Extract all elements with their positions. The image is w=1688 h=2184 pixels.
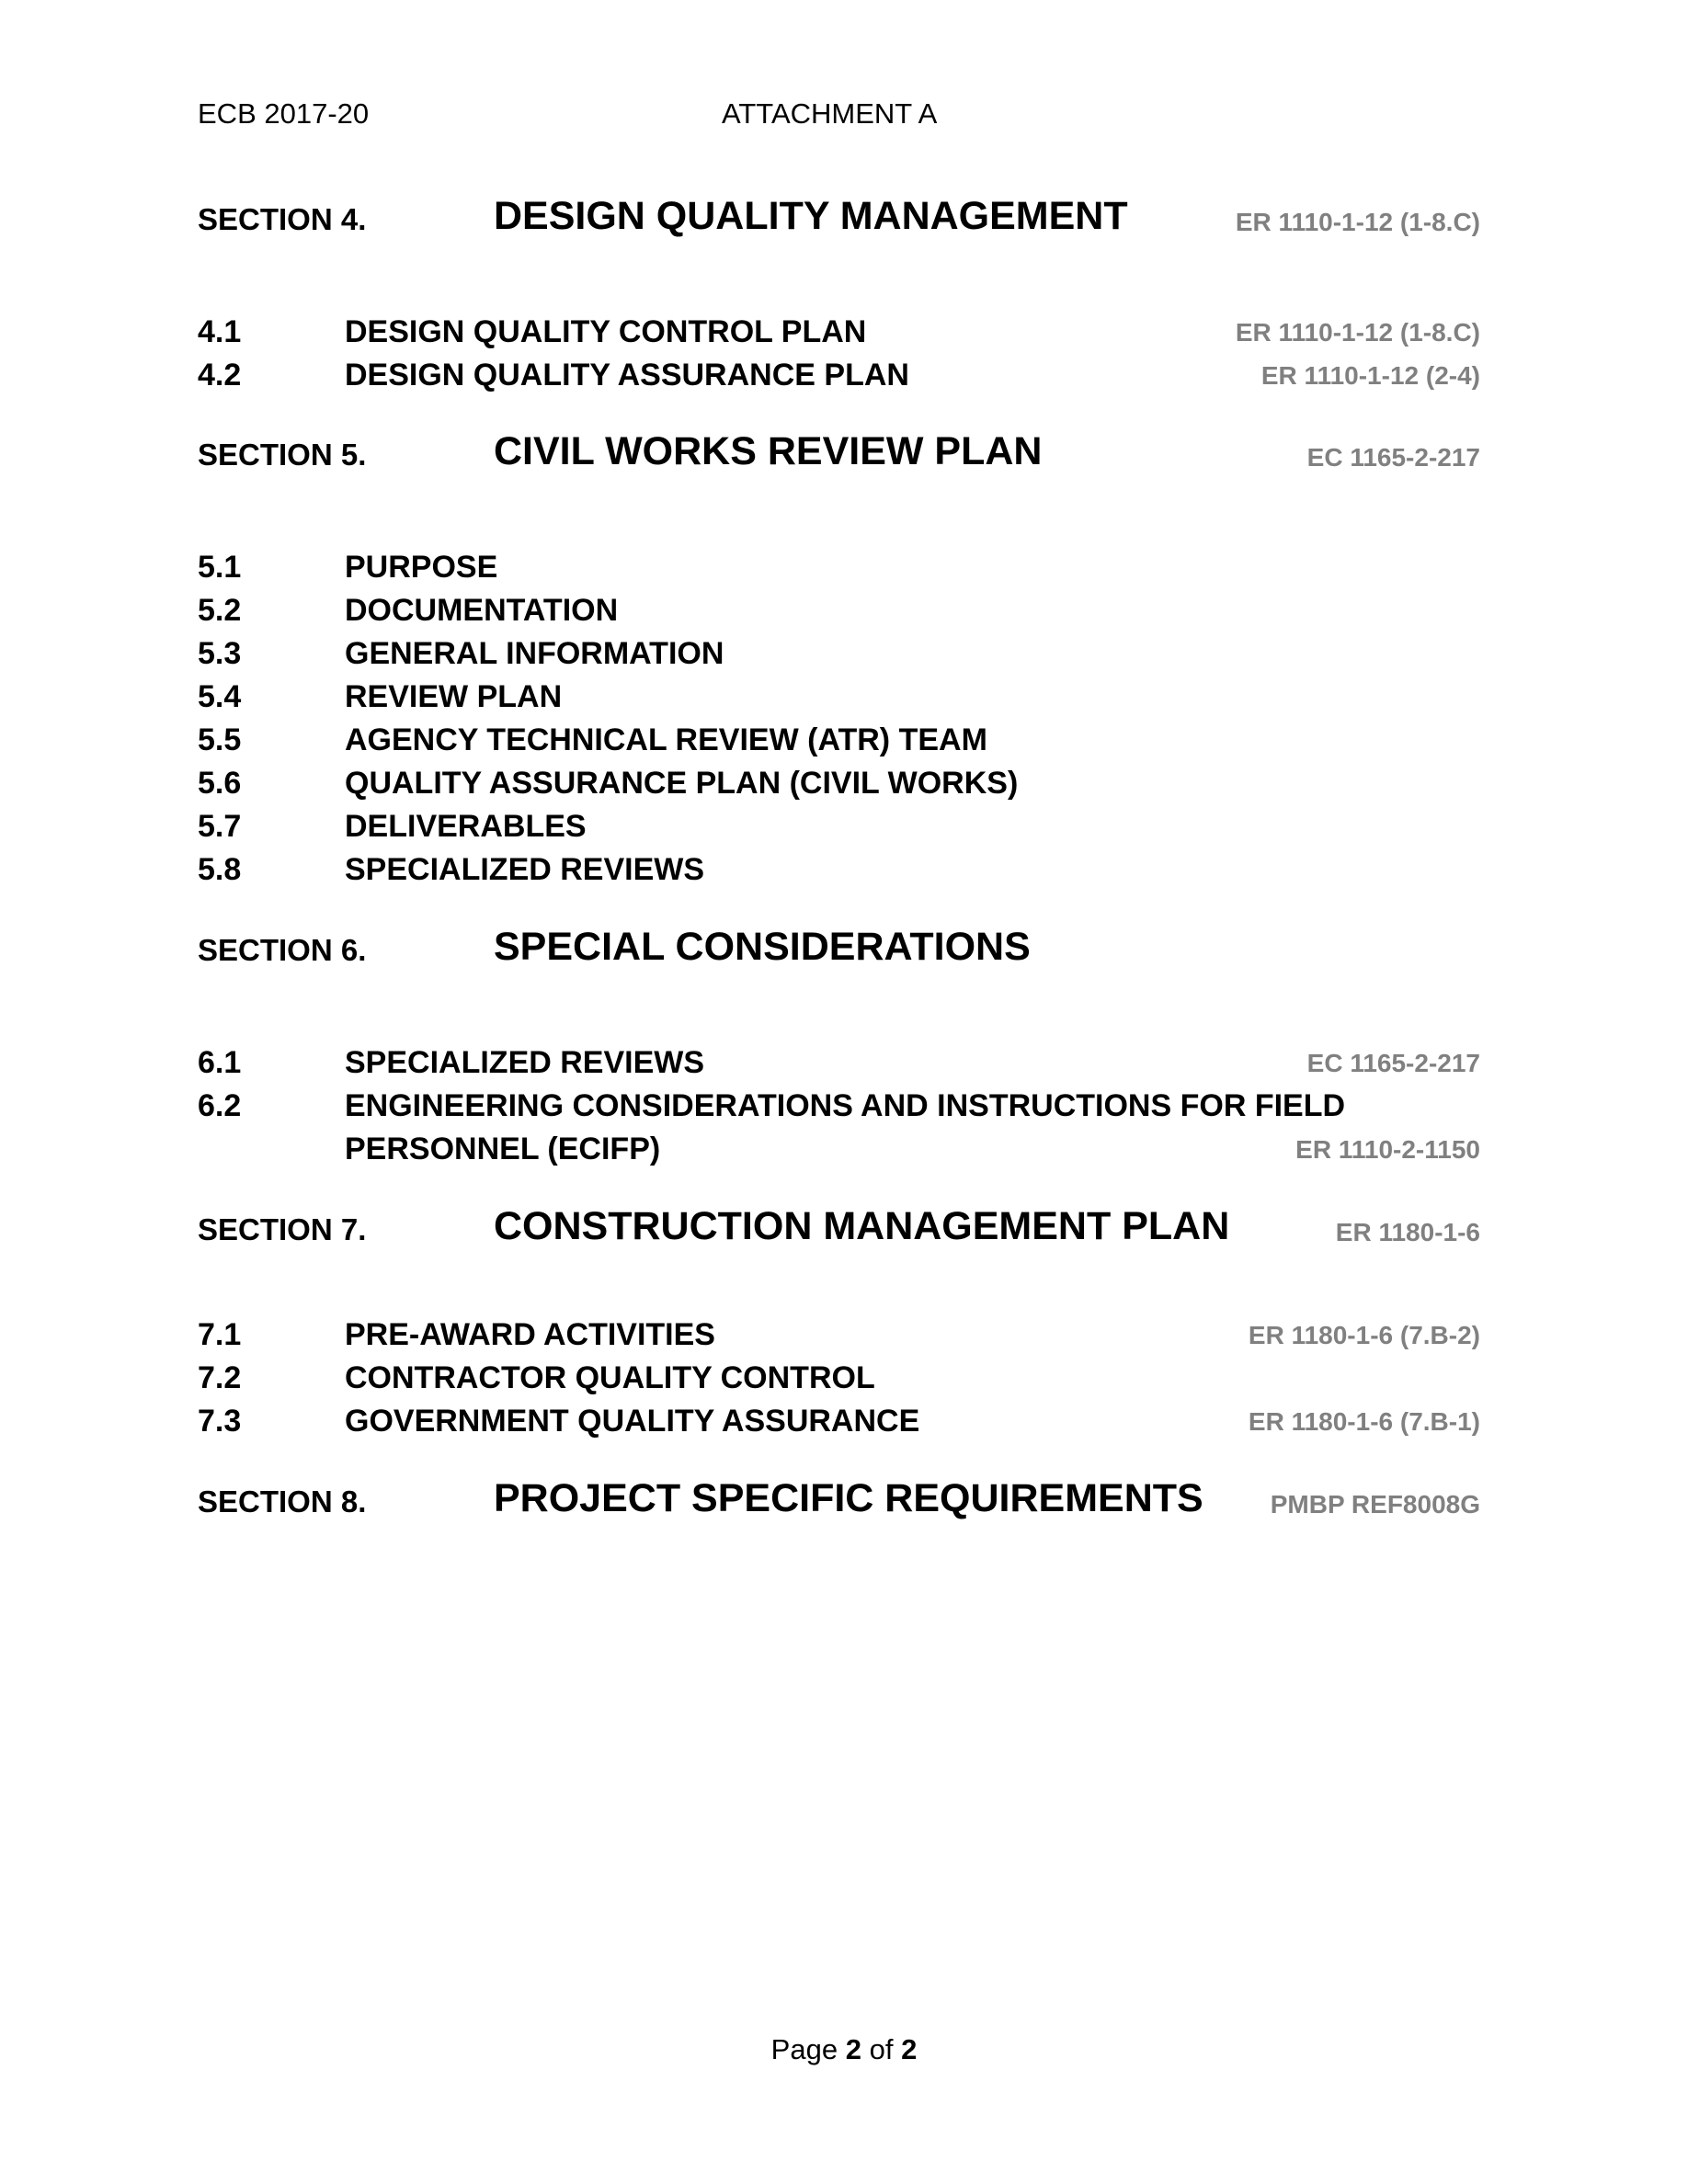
section-reference: PMBP REF8008G — [1270, 1490, 1480, 1519]
section-reference: EC 1165-2-217 — [1306, 443, 1480, 472]
list-item — [198, 1088, 1480, 1173]
item-title: DELIVERABLES — [345, 809, 587, 844]
item-title: DOCUMENTATION — [345, 593, 619, 628]
list-item — [198, 766, 1480, 806]
item-title: GOVERNMENT QUALITY ASSURANCE — [345, 1404, 920, 1439]
item-title: REVIEW PLAN — [345, 679, 563, 714]
item-title: SPECIALIZED REVIEWS — [345, 1045, 705, 1080]
item-number: 5.7 — [198, 809, 242, 844]
item-number: 4.1 — [198, 314, 242, 349]
section-8-heading — [198, 1472, 1480, 1527]
list-item — [198, 1404, 1480, 1444]
section-label: SECTION 6. — [198, 933, 367, 967]
item-number: 5.1 — [198, 550, 242, 585]
page-word: Page — [770, 2033, 838, 2065]
attachment-label: ATTACHMENT A — [722, 97, 938, 130]
section-7-heading — [198, 1200, 1480, 1255]
item-number: 5.5 — [198, 722, 242, 757]
section-title: CIVIL WORKS REVIEW PLAN — [494, 429, 1043, 473]
section-4-heading — [198, 189, 1480, 245]
section-title: DESIGN QUALITY MANAGEMENT — [494, 194, 1128, 238]
document-id: ECB 2017-20 — [198, 97, 370, 130]
section-label: SECTION 8. — [198, 1484, 367, 1519]
item-number: 6.1 — [198, 1045, 242, 1080]
section-5-heading — [198, 425, 1480, 480]
item-title: DESIGN QUALITY CONTROL PLAN — [345, 314, 867, 349]
section-label: SECTION 4. — [198, 202, 367, 236]
item-title: AGENCY TECHNICAL REVIEW (ATR) TEAM — [345, 722, 987, 757]
section-label: SECTION 7. — [198, 1212, 367, 1246]
item-title: ENGINEERING CONSIDERATIONS AND INSTRUCTIONS FOR FIELD — [345, 1088, 1346, 1123]
item-number: 5.4 — [198, 679, 242, 714]
list-item — [198, 593, 1480, 633]
section-title: SPECIAL CONSIDERATIONS — [494, 925, 1031, 969]
item-reference: ER 1110-1-12 (1-8.C) — [1235, 318, 1480, 347]
item-reference: ER 1180-1-6 (7.B-1) — [1248, 1407, 1480, 1436]
item-title-continued: PERSONNEL (ECIFP) — [345, 1132, 661, 1166]
of-word: of — [869, 2033, 894, 2065]
section-reference: ER 1110-1-12 (1-8.C) — [1235, 208, 1480, 236]
section-6-heading — [198, 920, 1480, 975]
page-footer — [0, 2033, 1688, 2066]
item-number: 6.2 — [198, 1088, 242, 1123]
item-reference: EC 1165-2-217 — [1306, 1049, 1480, 1077]
section-title: PROJECT SPECIFIC REQUIREMENTS — [494, 1476, 1203, 1520]
item-title: QUALITY ASSURANCE PLAN (CIVIL WORKS) — [345, 766, 1019, 801]
list-item — [198, 636, 1480, 677]
item-number: 7.2 — [198, 1360, 242, 1395]
item-number: 4.2 — [198, 358, 242, 392]
item-title: PURPOSE — [345, 550, 498, 585]
page-header — [198, 97, 1485, 134]
item-title: GENERAL INFORMATION — [345, 636, 724, 671]
item-number: 5.8 — [198, 852, 242, 887]
item-reference: ER 1180-1-6 (7.B-2) — [1248, 1321, 1480, 1349]
item-title: DESIGN QUALITY ASSURANCE PLAN — [345, 358, 909, 392]
item-title: SPECIALIZED REVIEWS — [345, 852, 705, 887]
list-item — [198, 314, 1480, 355]
section-label: SECTION 5. — [198, 438, 367, 472]
item-title: PRE-AWARD ACTIVITIES — [345, 1317, 715, 1352]
page-current: 2 — [845, 2033, 861, 2065]
item-number: 7.1 — [198, 1317, 242, 1352]
list-item — [198, 1045, 1480, 1086]
section-reference: ER 1180-1-6 — [1335, 1218, 1480, 1246]
item-reference: ER 1110-2-1150 — [1295, 1135, 1480, 1164]
page-total: 2 — [901, 2033, 918, 2065]
item-title: CONTRACTOR QUALITY CONTROL — [345, 1360, 875, 1395]
item-number: 5.6 — [198, 766, 242, 801]
item-number: 7.3 — [198, 1404, 242, 1439]
list-item — [198, 550, 1480, 590]
list-item — [198, 1360, 1480, 1401]
list-item — [198, 679, 1480, 720]
list-item — [198, 358, 1480, 398]
item-number: 5.3 — [198, 636, 242, 671]
item-number: 5.2 — [198, 593, 242, 628]
item-reference: ER 1110-1-12 (2-4) — [1260, 361, 1480, 390]
section-title: CONSTRUCTION MANAGEMENT PLAN — [494, 1204, 1230, 1248]
list-item — [198, 809, 1480, 849]
list-item — [198, 722, 1480, 763]
list-item — [198, 852, 1480, 893]
list-item — [198, 1317, 1480, 1358]
